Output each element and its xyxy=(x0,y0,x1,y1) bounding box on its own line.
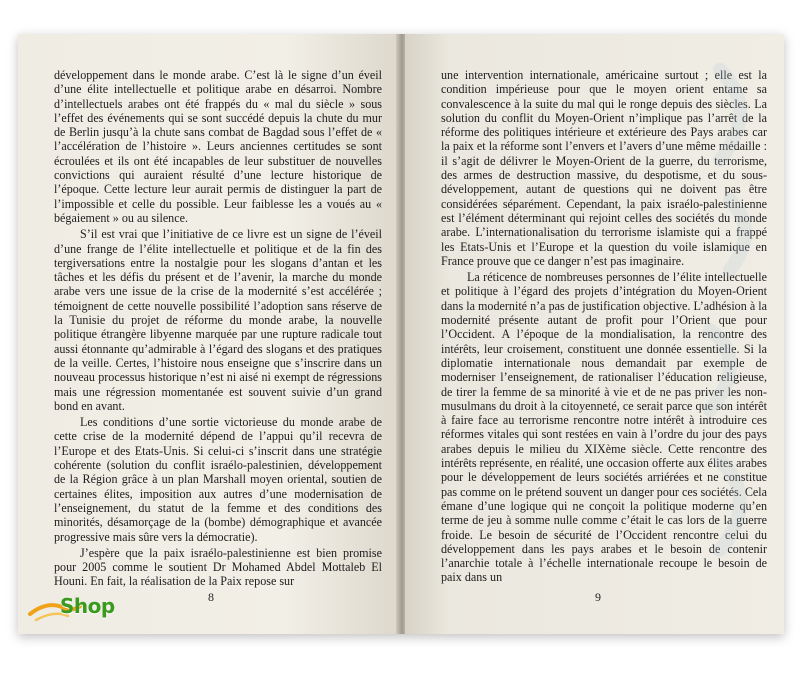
paragraph: Les conditions d’une sortie victorieuse du monde arabe de cette crise de la modernité dépend de l’appui qu’il recevra de l’Europe et des Etats-Unis. Si celui-ci s’inscrit dans une stratégie cohérente (solution du conflit israélo-palestinien, développement de la Région grâce à un plan Marshall moyen oriental, soutien de certaines élites, imposition aux autres d’une modernisation de l’enseignement, du statut de la femme et des conditions des minorités, désamorçage de la (bombe) démographique et avancée progressive mais sûre vers la démocratie). xyxy=(54,415,382,544)
right-page xyxy=(405,34,784,634)
paragraph: développement dans le monde arabe. C’est là le signe d’un éveil d’une élite intellectuelle et politique arabe en désarroi. Nombre d’intellectuels arabes ont été frappés du « mal du siècle » sous l’effet des événements qui se sont succédé depuis la chute du mur de Berlin jusqu’à la chute sans combat de Bagdad sous l’effet de « l’accélération de l’histoire ». Leurs anciennes certitudes se sont écroulées et ils ont été incapables de leur substituer de nouvelles convictions qui auraient résulté d’une lecture historique de l’époque. Cette lecture leur aurait permis de distinguer la part de l’impossible et celle du possible. Leur faiblesse les a voués au « bégaiement » ou au silence. xyxy=(54,68,382,225)
paragraph: une intervention internationale, américaine surtout ; elle est la condition impérieuse pour que le moyen orient entame sa convalescence à la suite du mal qui le ronge depuis des siècles. La solution du conflit du Moyen-Orient n’implique pas l’arrêt de la réforme des politiques intérieure et extérieure des Pays arabes car la paix et la réforme sont l’envers et l’avers d’une même médaille : il s’agit de délivrer le Moyen-Orient de la guerre, du terrorisme, des armes de destruction massive, du despotisme, et du sous-développement, autant de questions qui ne doivent pas être considérées séparément. Cependant, la paix israélo-palestinienne est l’élément déterminant qui rejoint celles des sociétés du monde arabe. L’internationalisation du terrorisme islamiste qui a frappé les Etats-Unis et l’Europe et la question du voile islamique en France prouve que ce danger n’est pas imaginaire. xyxy=(441,68,767,268)
left-page xyxy=(18,34,399,634)
shop-logo-text: Shop xyxy=(60,594,115,618)
paragraph: S’il est vrai que l’initiative de ce livre est un signe de l’éveil d’une frange de l’élite intellectuelle et politique et de la fin des tergiversations entre la nostalgie pour les slogans d’antan et les tâches et les défis du présent et de l’avenir, la marche du monde arabe vers une issue de la crise de la modernité s’est accélérée ; témoignent de cette nouvelle possibilité l’adoption sans réserve de la Tunisie du projet de réforme du monde arabe, la nouvelle politique étrangère libyenne marquée par une rupture radicale tout aussi étonnante qu’admirable à l’égard des slogans et des pratiques de la veille. Certes, l’histoire nous enseigne que s’inscrire dans un nouveau processus historique n’est ni aisé ni exempt de régressions mais une régression momentanée est souvent suivie d’un grand bond en avant. xyxy=(54,227,382,413)
left-page-text xyxy=(54,68,382,589)
open-book xyxy=(18,34,784,634)
paragraph: J’espère que la paix israélo-palestinienne est bien promise pour 2005 comme le soutient Dr Mohamed Abdel Mottaleb El Houni. En fait, la réalisation de la Paix repose sur xyxy=(54,545,382,589)
right-page-text xyxy=(441,68,767,585)
page-number: 9 xyxy=(595,590,601,604)
page-number: 8 xyxy=(208,590,214,604)
paragraph: La réticence de nombreuses personnes de l’élite intellectuelle et politique à l’égard des projets d’intégration du Moyen-Orient dans la modernité n’a pas de justification objective. L’adhésion à la modernité présente autant de profit pour l’Orient que pour l’Occident. A l’époque de la mondialisation, la rencontre des intérêts, leur croisement, constituent une donnée essentielle. Si la diplomatie internationale nous demandait par exemple de moderniser l’enseignement, de rationaliser l’éducation religieuse, de tirer la femme de sa minorité à vie et de ne pas priver les non-musulmans du droit à la citoyenneté, ce serait parce que son intérêt à faire face au terrorisme rencontre notre intérêt à introduire ces réformes vitales qui sont restées en vain à l’ordre du jour des pays arabes depuis le milieu du XIXème siècle. Cette rencontre des intérêts représente, en réalité, une occasion offerte aux élites arabes pour le développement de leurs sociétés arriérées et ne constitue pas comme on le prétend souvent un danger pour ces sociétés. Cela émane d’une logique qui ne conçoit la politique moderne qu’en terme de jeu à somme nulle comme c’était le cas lors de la guerre froide. Le besoin de sécurité de l’Occident rencontre celui du développement dans les pays arabes et le besoin de contenir l’anarchie totale à l’échelle internationale recoupe le besoin de paix dans un xyxy=(441,270,767,585)
